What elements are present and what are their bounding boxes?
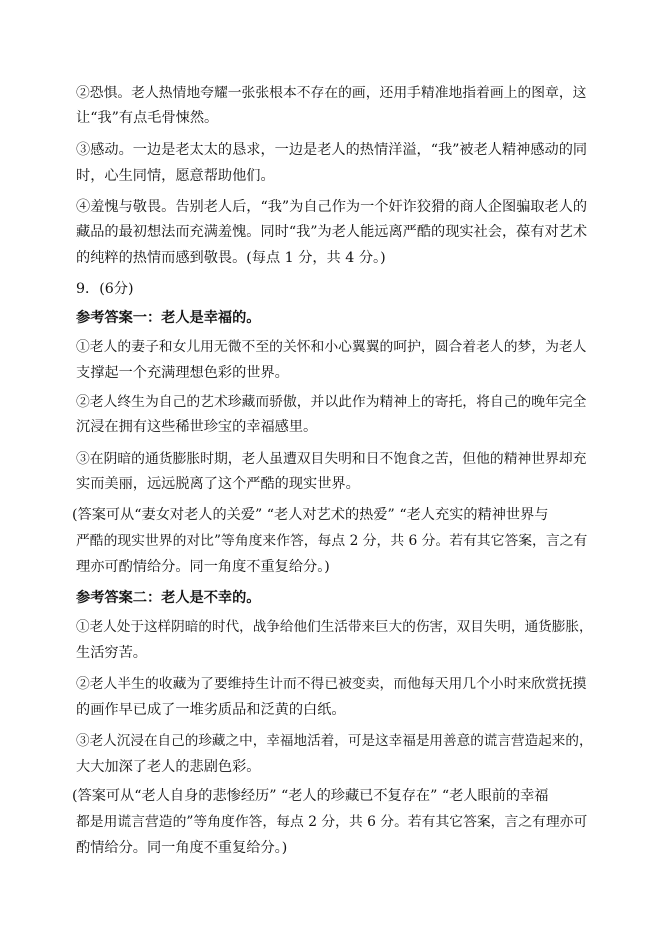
text-line: 都是用谎言营造的”等角度作答，每点 2 分，共 6 分。若有其它答案，言之有理亦可 bbox=[76, 814, 588, 830]
text-line: 沉浸在拥有这些稀世珍宝的幸福感里。 bbox=[76, 419, 318, 435]
text-line: 大大加深了老人的悲剧色彩。 bbox=[76, 759, 261, 775]
answer-heading-two: 参考答案二：老人是不幸的。 bbox=[76, 590, 261, 606]
answer-heading-one: 参考答案一：老人是幸福的。 bbox=[76, 310, 261, 326]
text-line: 的画作早已成了一堆劣质品和泛黄的白纸。 bbox=[76, 702, 346, 718]
text-line: (答案可从“妻女对老人的关爱” “老人对艺术的热爱” “老人充实的精神世界与 bbox=[72, 507, 549, 523]
text-line: 让“我”有点毛骨悚然。 bbox=[76, 110, 219, 126]
text-line: 理亦可酌情给分。同一角度不重复给分。) bbox=[76, 559, 330, 575]
text-line: ②老人终生为自己的艺术珍藏而骄傲，并以此作为精神上的寄托，将自己的晚年完全 bbox=[76, 394, 587, 410]
text-line: 酌情给分。同一角度不重复给分。) bbox=[76, 840, 288, 856]
text-line: ③感动。一边是老太太的恳求，一边是老人的热情洋溢，“我”被老人精神感动的同 bbox=[76, 142, 588, 158]
text-line: ③老人沉浸在自己的珍藏之中，幸福地活着，可是这幸福是用善意的谎言营造起来的， bbox=[76, 733, 593, 749]
text-line: 生活穷苦。 bbox=[76, 645, 147, 661]
text-line: 时，心生同情，愿意帮助他们。 bbox=[76, 168, 275, 184]
text-line: ①老人处于这样阴暗的时代，战争给他们生活带来巨大的伤害，双目失明，通货膨胀， bbox=[76, 619, 593, 635]
text-line: 严酷的现实世界的对比”等角度来作答，每点 2 分，共 6 分。若有其它答案，言之有 bbox=[76, 533, 588, 549]
text-line: ④羞愧与敬畏。告别老人后，“我”为自己作为一个奸诈狡猾的商人企图骗取老人的 bbox=[76, 199, 588, 215]
text-line: 藏品的最初想法而充满羞愧。同时“我”为老人能远离严酷的现实社会，葆有对艺术 bbox=[76, 224, 588, 240]
text-line: (答案可从“老人自身的悲惨经历” “老人的珍藏已不复存在” “老人眼前的幸福 bbox=[72, 788, 549, 804]
text-line: ①老人的妻子和女儿用无微不至的关怀和小心翼翼的呵护，圆合着老人的梦，为老人 bbox=[76, 339, 587, 355]
text-line: ②老人半生的收藏为了要维持生计而不得已被变卖，而他每天用几个小时来欣赏抚摸 bbox=[76, 676, 587, 692]
text-line: 支撑起一个充满理想色彩的世界。 bbox=[76, 365, 289, 381]
text-line: ②恐惧。老人热情地夸耀一张张根本不存在的画，还用手精准地指着画上的图章，这 bbox=[76, 85, 587, 101]
question-number: 9．(6分) bbox=[76, 281, 134, 297]
text-line: ③在阴暗的通货膨胀时期，老人虽遭双目失明和日不饱食之苦，但他的精神世界却充 bbox=[76, 451, 587, 467]
text-line: 实而美丽，远远脱离了这个严酷的现实世界。 bbox=[76, 476, 360, 492]
text-line: 的纯粹的热情而感到敬畏。(每点 1 分，共 4 分。) bbox=[76, 250, 386, 266]
